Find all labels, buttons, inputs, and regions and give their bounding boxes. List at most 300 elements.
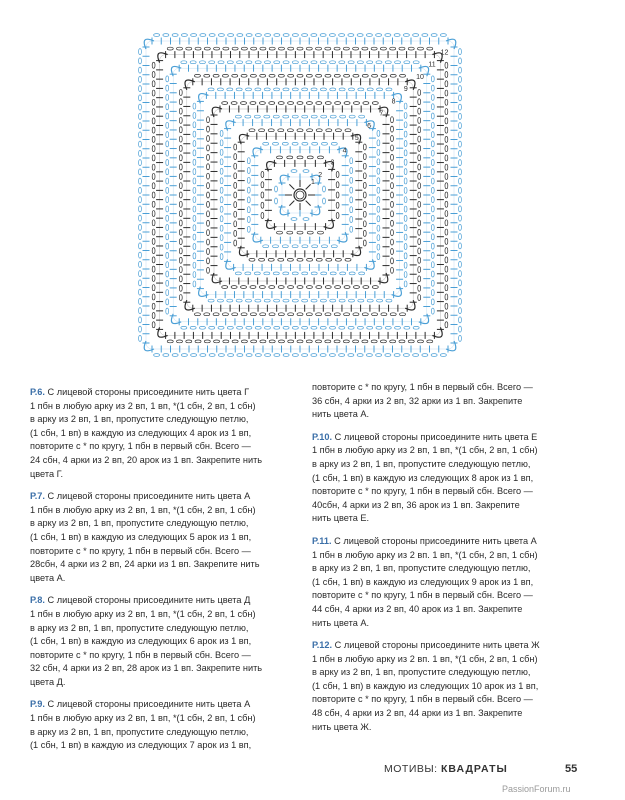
chain-mark — [404, 215, 407, 221]
running-footer — [384, 763, 508, 775]
chain-mark — [377, 197, 380, 203]
round-8-instructions — [30, 594, 305, 689]
chain-mark — [167, 340, 173, 343]
chain-mark — [404, 61, 410, 64]
chain-mark — [152, 220, 155, 226]
chain-mark — [459, 234, 462, 240]
chain-mark — [418, 201, 421, 207]
chain-mark — [357, 34, 363, 37]
corner-arc — [432, 327, 442, 337]
chain-mark — [139, 289, 142, 295]
chain-mark — [250, 102, 256, 105]
corner-arc — [280, 175, 290, 185]
chain-mark — [152, 303, 155, 309]
chain-mark — [166, 113, 169, 119]
chain-mark — [154, 354, 160, 357]
chain-mark — [440, 34, 446, 37]
chain-mark — [349, 115, 355, 118]
chain-mark — [139, 252, 142, 258]
section-label: МОТИВЫ: — [384, 763, 438, 775]
chain-mark — [418, 89, 421, 95]
chain-mark — [292, 272, 298, 275]
chain-mark — [363, 163, 366, 169]
corner-arc — [239, 134, 249, 144]
chain-mark — [330, 326, 336, 329]
round-number-label: 12 — [440, 49, 449, 57]
chain-mark — [445, 220, 448, 226]
corner-arc — [280, 205, 290, 215]
chain-mark — [278, 47, 284, 50]
chain-mark — [241, 340, 247, 343]
chain-mark — [193, 225, 196, 231]
chain-mark — [431, 76, 434, 82]
chain-mark — [404, 206, 407, 212]
chain-mark — [166, 243, 169, 249]
chain-mark — [306, 74, 312, 77]
chain-mark — [236, 88, 242, 91]
chain-mark — [418, 145, 421, 151]
chain-mark — [259, 258, 265, 261]
chain-mark — [200, 34, 206, 37]
chain-mark — [179, 257, 182, 263]
round-10-instructions — [312, 431, 587, 526]
chain-mark — [390, 47, 396, 50]
chain-mark — [167, 47, 173, 50]
chain-mark — [152, 155, 155, 161]
chain-mark — [139, 261, 142, 267]
chain-mark — [179, 117, 182, 123]
chain-mark — [325, 286, 331, 289]
chain-mark — [193, 187, 196, 193]
chain-mark — [363, 286, 369, 289]
chain-mark — [207, 117, 210, 123]
chain-mark — [152, 127, 155, 133]
chain-mark — [222, 102, 228, 105]
chain-mark — [385, 354, 391, 357]
chain-mark — [237, 326, 243, 329]
chain-mark — [139, 234, 142, 240]
chain-mark — [241, 313, 247, 316]
chain-mark — [431, 113, 434, 119]
round-10-outline — [173, 68, 427, 322]
chain-mark — [418, 173, 421, 179]
chain-mark — [363, 102, 369, 105]
chain-mark — [193, 253, 196, 259]
chain-mark — [445, 192, 448, 198]
chain-mark — [247, 158, 250, 164]
chain-mark — [404, 141, 407, 147]
round-number-label: 1 — [311, 179, 315, 186]
chain-mark — [250, 286, 256, 289]
chain-mark — [282, 142, 288, 145]
chain-mark — [200, 354, 206, 357]
chain-mark — [269, 102, 275, 105]
chain-mark — [193, 112, 196, 118]
chain-mark — [139, 86, 142, 92]
chain-mark — [172, 354, 178, 357]
chain-mark — [391, 267, 394, 273]
chain-mark — [339, 354, 345, 357]
chain-mark — [223, 340, 229, 343]
chain-mark — [340, 115, 346, 118]
chain-mark — [237, 61, 243, 64]
chain-mark — [166, 104, 169, 110]
chain-mark — [232, 340, 238, 343]
chain-mark — [445, 211, 448, 217]
chain-mark — [250, 313, 256, 316]
chain-mark — [336, 172, 339, 178]
chain-mark — [320, 88, 326, 91]
chain-mark — [152, 275, 155, 281]
chain-mark — [391, 183, 394, 189]
chain-mark — [376, 354, 382, 357]
chain-mark — [312, 142, 318, 145]
chain-mark — [247, 197, 250, 203]
chain-mark — [139, 95, 142, 101]
chain-mark — [350, 226, 353, 232]
chain-mark — [326, 258, 332, 261]
chain-mark — [459, 271, 462, 277]
round-1-stitch — [306, 201, 311, 206]
chain-mark — [274, 88, 280, 91]
chain-mark — [418, 220, 421, 226]
chain-mark — [268, 129, 274, 132]
chain-mark — [207, 183, 210, 189]
chain-mark — [363, 230, 366, 236]
chain-mark — [207, 136, 210, 142]
chain-mark — [227, 299, 233, 302]
chain-mark — [152, 229, 155, 235]
chain-mark — [403, 354, 409, 357]
chain-mark — [292, 326, 298, 329]
chain-mark — [445, 62, 448, 68]
chain-mark — [139, 243, 142, 249]
chain-mark — [431, 206, 434, 212]
chain-mark — [179, 164, 182, 170]
chain-mark — [193, 262, 196, 268]
corner-arc — [199, 287, 209, 297]
chain-mark — [152, 164, 155, 170]
chain-mark — [362, 313, 368, 316]
chain-mark — [207, 145, 210, 151]
chain-mark — [459, 169, 462, 175]
round-1-stitch — [289, 184, 294, 189]
chain-mark — [278, 74, 284, 77]
chain-mark — [399, 340, 405, 343]
chain-mark — [292, 245, 298, 248]
chain-mark — [166, 215, 169, 221]
chain-mark — [166, 225, 169, 231]
chain-mark — [234, 230, 237, 236]
round-3-outline — [268, 163, 331, 226]
chain-mark — [390, 313, 396, 316]
chain-mark — [278, 286, 284, 289]
chain-mark — [306, 47, 312, 50]
chain-mark — [209, 354, 215, 357]
chain-mark — [283, 326, 289, 329]
chain-mark — [139, 178, 142, 184]
chain-mark — [380, 47, 386, 50]
chain-mark — [234, 240, 237, 246]
chain-mark — [181, 34, 187, 37]
chain-mark — [152, 201, 155, 207]
chain-mark — [445, 294, 448, 300]
chain-mark — [445, 127, 448, 133]
corner-arc — [267, 219, 277, 229]
chain-mark — [193, 150, 196, 156]
chain-mark — [220, 149, 223, 155]
chain-mark — [431, 197, 434, 203]
corner-arc — [185, 80, 195, 90]
chain-mark — [331, 245, 337, 248]
chain-mark — [259, 102, 265, 105]
chain-mark — [265, 354, 271, 357]
chain-mark — [166, 290, 169, 296]
chain-mark — [177, 340, 183, 343]
chain-mark — [377, 88, 383, 91]
chain-mark — [445, 312, 448, 318]
chain-mark — [371, 47, 377, 50]
chain-mark — [246, 88, 252, 91]
chain-mark — [380, 340, 386, 343]
round-label: Р.6. — [30, 387, 45, 397]
chain-mark — [394, 354, 400, 357]
chain-mark — [350, 158, 353, 164]
corner-arc — [171, 66, 181, 76]
chain-mark — [391, 258, 394, 264]
chain-mark — [391, 117, 394, 123]
chain-mark — [179, 248, 182, 254]
chain-mark — [418, 239, 421, 245]
chain-mark — [228, 34, 234, 37]
corner-arc — [324, 219, 334, 229]
chain-mark — [391, 173, 394, 179]
chain-mark — [339, 61, 345, 64]
chain-mark — [404, 159, 407, 165]
chain-mark — [418, 285, 421, 291]
round-label: Р.11. — [312, 535, 332, 546]
chain-mark — [234, 182, 237, 188]
round-number-label: 8 — [391, 98, 396, 106]
chain-mark — [413, 34, 419, 37]
chain-mark — [152, 136, 155, 142]
chain-mark — [207, 230, 210, 236]
chain-mark — [228, 354, 234, 357]
corner-arc — [267, 162, 277, 172]
chain-mark — [139, 215, 142, 221]
chain-mark — [302, 142, 308, 145]
chain-mark — [303, 218, 309, 221]
chain-mark — [362, 340, 368, 343]
chain-mark — [371, 340, 377, 343]
chain-mark — [321, 115, 327, 118]
chain-mark — [287, 258, 293, 261]
round-text: С лицевой стороны присоедините нить цвета А 1 пбн в любую арку из 2 вп, 1 вп, *(1 сбн, 2 вп, 1 сбн) в арку из 2 вп, 1 вп, пропустите следующую петлю, (1 сбн, 1 вп) в каждую из следующих 7 арок из 1 вп, — [30, 699, 256, 751]
chain-mark — [431, 178, 434, 184]
chain-mark — [139, 326, 142, 332]
chain-mark — [193, 281, 196, 287]
chain-mark — [348, 326, 354, 329]
chain-mark — [350, 187, 353, 193]
chain-mark — [255, 326, 261, 329]
chain-mark — [291, 170, 297, 173]
chain-mark — [163, 34, 169, 37]
chain-mark — [363, 202, 366, 208]
chain-mark — [288, 102, 294, 105]
chain-mark — [317, 231, 323, 234]
chain-mark — [179, 183, 182, 189]
chain-mark — [404, 131, 407, 137]
chain-mark — [330, 299, 336, 302]
chain-mark — [363, 182, 366, 188]
chain-mark — [193, 103, 196, 109]
chain-mark — [336, 192, 339, 198]
chain-mark — [254, 115, 260, 118]
round-7-instructions — [30, 490, 305, 585]
chain-mark — [431, 290, 434, 296]
chain-mark — [208, 299, 214, 302]
chain-mark — [288, 313, 294, 316]
chain-mark — [139, 169, 142, 175]
chain-mark — [166, 85, 169, 91]
chain-mark — [163, 354, 169, 357]
chain-mark — [269, 74, 275, 77]
chain-mark — [292, 61, 298, 64]
corner-arc — [405, 300, 415, 310]
corner-arc — [158, 327, 168, 337]
chain-mark — [247, 207, 250, 213]
chain-mark — [366, 354, 372, 357]
chain-mark — [227, 326, 233, 329]
chain-mark — [391, 248, 394, 254]
chain-mark — [190, 326, 196, 329]
chain-mark — [350, 177, 353, 183]
chain-mark — [445, 238, 448, 244]
chain-mark — [234, 173, 237, 179]
chain-mark — [404, 178, 407, 184]
instructions-right-column — [312, 381, 587, 743]
chain-mark — [278, 102, 284, 105]
chain-mark — [264, 88, 270, 91]
chain-mark — [366, 34, 372, 37]
chain-mark — [166, 234, 169, 240]
chain-mark — [179, 127, 182, 133]
corner-arc — [171, 314, 181, 324]
chain-mark — [166, 169, 169, 175]
chain-mark — [459, 67, 462, 73]
chain-mark — [193, 178, 196, 184]
chain-mark — [418, 248, 421, 254]
chain-mark — [139, 104, 142, 110]
chain-mark — [404, 225, 407, 231]
chain-mark — [247, 168, 250, 174]
chain-mark — [320, 34, 326, 37]
chain-mark — [339, 88, 345, 91]
chain-mark — [220, 159, 223, 165]
chain-mark — [287, 156, 293, 159]
chain-mark — [237, 34, 243, 37]
chain-mark — [376, 34, 382, 37]
chain-mark — [213, 74, 219, 77]
chain-mark — [152, 109, 155, 115]
chain-mark — [353, 102, 359, 105]
round-12-instructions — [312, 639, 587, 734]
chain-mark — [391, 192, 394, 198]
chain-mark — [321, 272, 327, 275]
chain-mark — [445, 229, 448, 235]
chain-mark — [377, 168, 380, 174]
chain-mark — [232, 74, 238, 77]
chain-mark — [431, 85, 434, 91]
chain-mark — [220, 244, 223, 250]
chain-mark — [306, 313, 312, 316]
chain-mark — [139, 113, 142, 119]
chain-mark — [255, 61, 261, 64]
chain-mark — [459, 86, 462, 92]
chain-mark — [427, 47, 433, 50]
chain-mark — [241, 47, 247, 50]
chain-mark — [320, 354, 326, 357]
chain-mark — [390, 74, 396, 77]
chain-mark — [166, 206, 169, 212]
chain-mark — [459, 224, 462, 230]
round-text: С лицевой стороны присоедините нить цвета Ж 1 пбн в любую арку из 2 вп. 1 вп, *(1 сбн, 2 вп, 1 сбн) в арку из 2 вп, 1 вп, пропустите следующую петлю, (1 сбн, 1 вп) в каждую из следующих 10 арок из 1 вп, повторите с * по кругу, 1 пбн в первый сбн. Всего — 48 сбн, 4 арки из 2 вп, 44 арки из 1 вп. Закрепите нить цвета Ж. — [312, 640, 540, 732]
corner-arc — [351, 246, 361, 256]
watermark: PassionForum.ru — [502, 784, 571, 794]
chain-mark — [404, 197, 407, 203]
chain-mark — [348, 299, 354, 302]
chain-mark — [193, 122, 196, 128]
chain-mark — [232, 47, 238, 50]
chain-mark — [236, 299, 242, 302]
chain-mark — [220, 140, 223, 146]
chain-mark — [317, 156, 323, 159]
chain-mark — [166, 197, 169, 203]
chain-mark — [418, 192, 421, 198]
chain-mark — [139, 49, 142, 55]
chain-mark — [207, 220, 210, 226]
round-label: Р.12. — [312, 640, 333, 651]
chain-mark — [207, 248, 210, 254]
chain-mark — [431, 159, 434, 165]
chain-mark — [283, 61, 289, 64]
chain-mark — [302, 326, 308, 329]
round-number-label: 6 — [367, 122, 372, 130]
chain-mark — [400, 74, 406, 77]
chain-mark — [186, 340, 192, 343]
chain-mark — [259, 286, 265, 289]
chain-mark — [404, 272, 407, 278]
chain-mark — [287, 231, 293, 234]
chain-mark — [377, 149, 380, 155]
chain-mark — [152, 72, 155, 78]
chain-mark — [139, 58, 142, 64]
chain-mark — [297, 156, 303, 159]
chain-mark — [181, 326, 187, 329]
chain-mark — [359, 115, 365, 118]
chain-mark — [220, 254, 223, 260]
corner-arc — [378, 273, 388, 283]
chain-mark — [431, 243, 434, 249]
chain-mark — [207, 267, 210, 273]
chain-mark — [367, 88, 373, 91]
chain-mark — [234, 163, 237, 169]
chain-mark — [307, 156, 313, 159]
chain-mark — [214, 47, 220, 50]
chain-mark — [404, 122, 407, 128]
chain-mark — [179, 108, 182, 114]
chain-mark — [445, 275, 448, 281]
